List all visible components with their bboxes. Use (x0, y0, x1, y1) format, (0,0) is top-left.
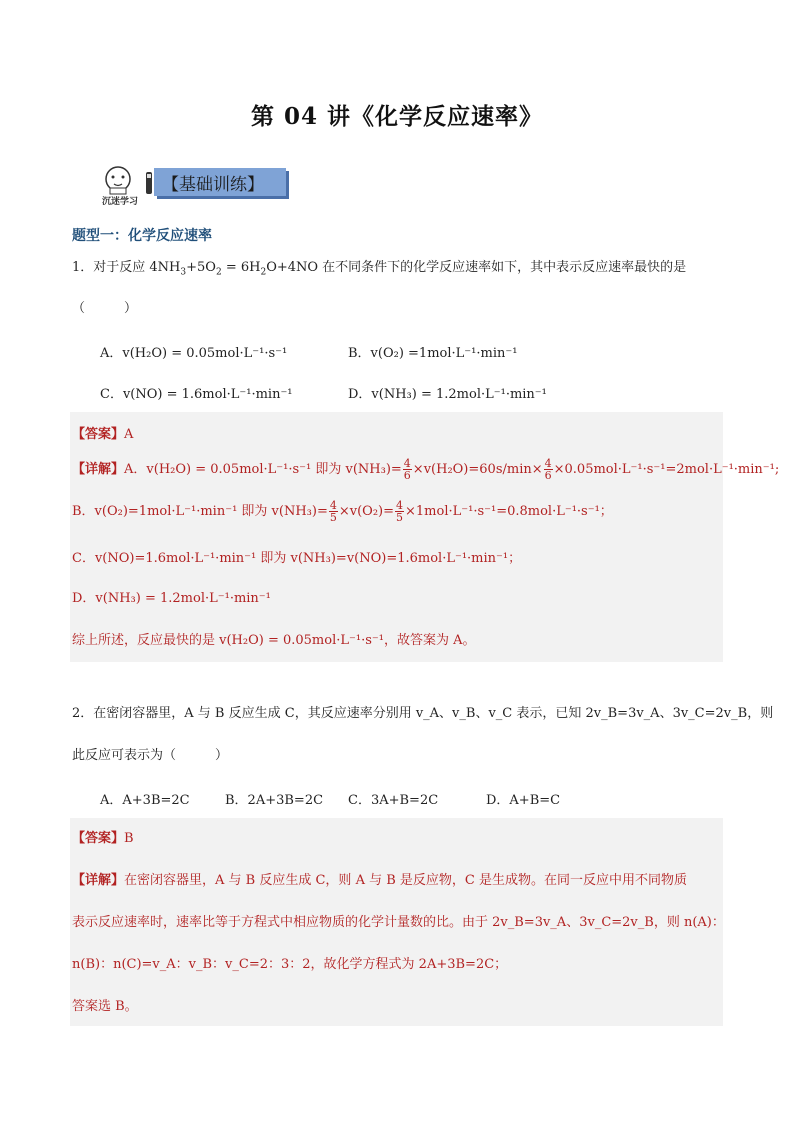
q2-option-d: D．A+B=C (486, 793, 561, 808)
badge-text: 【基础训练】 (162, 175, 264, 195)
question-1-stem: 1．对于反应 $4NH_3+5O_2 = 6H_2O+4NO$ 在不同条件下的化学反应速率如下，其中表示反应速率最快的是 (72, 260, 687, 278)
badge-basic-training (154, 168, 286, 196)
mascot-label: 沉迷学习 (101, 197, 138, 207)
fraction-4-6: $\frac{4}{6}$ (544, 457, 552, 482)
q1-answer-box (70, 412, 723, 662)
fraction-4-5: $\frac{4}{5}$ (396, 499, 404, 524)
q1-answer: 【答案】A (72, 427, 134, 442)
q1-option-a: A．v(H₂O) = 0.05mol·L⁻¹·s⁻¹ (100, 346, 288, 361)
pencil-icon (146, 172, 152, 194)
q1-option-c: C．v(NO) = 1.6mol·L⁻¹·min⁻¹ (100, 387, 293, 402)
fraction-4-6: $\frac{4}{6}$ (403, 457, 411, 482)
page-title: 第 04 讲《化学反应速率》 (250, 103, 544, 130)
q1-detail-line-2: B．v(O₂)=1mol·L⁻¹·min⁻¹ 即为 v(NH₃)= $\frac{4}{5}$ ×v(O₂)= $\frac{4}{5}$ ×1mol·L⁻¹·s⁻¹=0.8mol·L⁻¹·s⁻¹； (72, 499, 613, 524)
question-1-paren: （ ） (72, 301, 138, 316)
q2-answer: 【答案】B (72, 831, 134, 846)
q2-option-b: B．2A+3B=2C (225, 793, 324, 808)
q1-option-b: B．v(O₂) =1mol·L⁻¹·min⁻¹ (348, 346, 518, 361)
q2-detail-line-3: n(B)：n(C)=v_A：v_B：v_C=2：3：2，故化学方程式为 2A+3B=2C； (72, 957, 508, 972)
q1-option-d: D．v(NH₃) = 1.2mol·L⁻¹·min⁻¹ (348, 387, 547, 402)
q2-detail-line-2: 表示反应速率时，速率比等于方程式中相应物质的化学计量数的比。由于 2v_B=3v_A、3v_C=2v_B，则 n(A)： (72, 915, 725, 930)
q1-detail-line-4: D．v(NH₃) = 1.2mol·L⁻¹·min⁻¹ (72, 591, 271, 606)
q2-detail-line-1: 【详解】在密闭容器里，A 与 B 反应生成 C，则 A 与 B 是反应物，C 是生成物。在同一反应中用不同物质 (72, 873, 687, 888)
q2-option-a: A．A+3B=2C (100, 793, 190, 808)
q2-option-c: C．3A+B=2C (348, 793, 439, 808)
question-2-stem-line-1: 2．在密闭容器里，A 与 B 反应生成 C，其反应速率分别用 v_A、v_B、v_C 表示，已知 2v_B=3v_A、3v_C=2v_B，则 (72, 706, 774, 721)
fraction-4-5: $\frac{4}{5}$ (329, 499, 337, 524)
q1-detail-line-1: 【详解】A．v(H₂O) = 0.05mol·L⁻¹·s⁻¹ 即为 v(NH₃)= $\frac{4}{6}$ ×v(H₂O)=60s/min× $\frac{4}{6}$ ×0.05mol·L⁻¹·s⁻¹=2mol·L⁻¹·min⁻¹; (72, 457, 780, 482)
q2-detail-line-4: 答案选 B。 (72, 999, 138, 1014)
question-2-stem-line-2: 此反应可表示为（ ） (72, 748, 229, 763)
q1-detail-line-3: C．v(NO)=1.6mol·L⁻¹·min⁻¹ 即为 v(NH₃)=v(NO)=1.6mol·L⁻¹·min⁻¹； (72, 551, 522, 566)
q1-detail-line-5: 综上所述，反应最快的是 v(H₂O) = 0.05mol·L⁻¹·s⁻¹，故答案为 A。 (72, 633, 476, 648)
section-heading: 题型一：化学反应速率 (72, 228, 212, 244)
